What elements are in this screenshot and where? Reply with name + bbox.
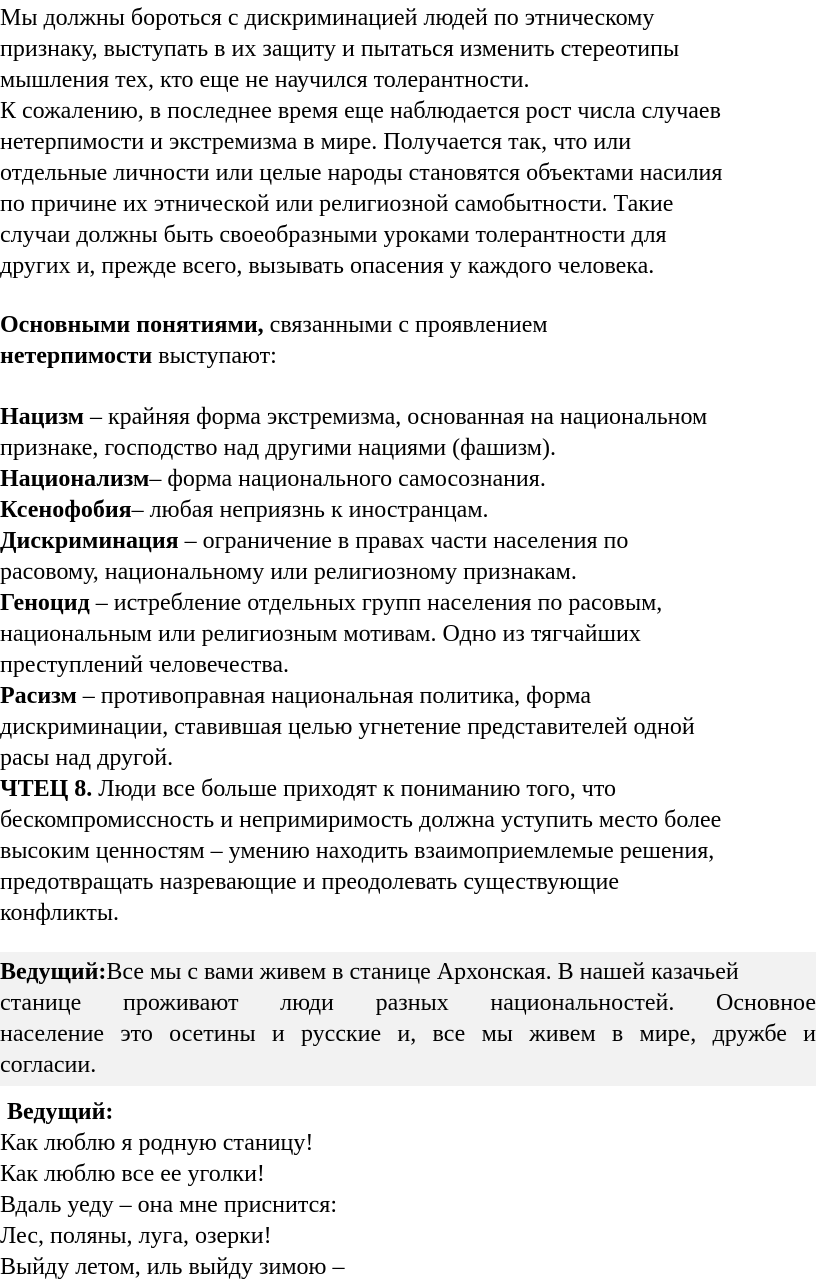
intro-paragraph-1 — [0, 3, 816, 96]
term-genocide — [0, 588, 816, 619]
text-line: расовому, национальному или религиозному признакам. — [0, 559, 577, 585]
text-line — [0, 310, 816, 341]
term-nationalism — [0, 464, 816, 495]
text-line: станице проживают люди разных национальностей. Основное — [0, 990, 816, 1016]
text-line: признаку, выступать в их защиту и пытаться изменить стереотипы — [0, 36, 680, 62]
term-definition: – противоправная национальная политика, форма — [76, 683, 592, 709]
term-label: Геноцид — [0, 590, 90, 616]
poem-line: Выйду летом, иль выйду зимою – — [0, 1254, 345, 1280]
host1-text: Все мы с вами живем в станице Архонская. В нашей казачьей — [106, 959, 739, 985]
term-xenophobia — [0, 495, 816, 526]
poem-line: Как люблю я родную станицу! — [0, 1130, 314, 1156]
text-line: мышления тех, кто еще не научился толерантности. — [0, 67, 530, 93]
text-line: конфликты. — [0, 900, 120, 926]
poem-line: Как люблю все ее уголки! — [0, 1161, 265, 1187]
poem-line: Вдаль уеду – она мне приснится: — [0, 1192, 337, 1218]
text-line: дискриминации, ставившая целью угнетение представителей одной — [0, 714, 695, 740]
reader8-label: ЧТЕЦ 8. — [0, 776, 93, 802]
text-line: предотвращать назревающие и преодолевать существующие — [0, 869, 619, 895]
host1-block — [0, 952, 816, 1086]
concepts-bold-heading: Основными понятиями, — [0, 312, 264, 338]
concepts-bold-term: нетерпимости — [0, 343, 153, 369]
term-definition: – крайняя форма экстремизма, основанная на национальном — [83, 404, 708, 430]
host2-heading-line — [0, 1097, 816, 1128]
term-definition: – истребление отдельных групп населения по расовым, — [89, 590, 663, 616]
terms-list — [0, 402, 816, 929]
host1-line — [0, 957, 816, 988]
term-label: Национализм — [0, 466, 150, 492]
text-line: бескомпромиссность и непримиримость должна уступить место более — [0, 807, 722, 833]
text-line: признаке, господство над другими нациями (фашизм). — [0, 435, 556, 461]
term-definition: – форма национального самосознания. — [149, 466, 546, 492]
reader8-text: Люди все больше приходят к пониманию того, что — [92, 776, 617, 802]
text-line: К сожалению, в последнее время еще наблюдается рост числа случаев — [0, 98, 721, 124]
text-line: население это осетины и русские и, все мы живем в мире, дружбе и — [0, 1021, 816, 1047]
concepts-text: выступают: — [152, 343, 277, 369]
term-label: Расизм — [0, 683, 77, 709]
text-line: преступлений человечества. — [0, 652, 289, 678]
text-line: высоким ценностям – умению находить взаимоприемлемые решения, — [0, 838, 715, 864]
text-line: других и, прежде всего, вызывать опасения у каждого человека. — [0, 253, 655, 279]
term-label: Нацизм — [0, 404, 84, 430]
term-racism — [0, 681, 816, 712]
term-nazism — [0, 402, 816, 433]
text-line: национальным или религиозным мотивам. Одно из тягчайших — [0, 621, 641, 647]
term-definition: – ограничение в правах части населения по — [178, 528, 629, 554]
text-line: по причине их этнической или религиозной самобытности. Такие — [0, 191, 674, 217]
text-line: случаи должны быть своеобразными уроками толерантности для — [0, 222, 667, 248]
concepts-intro — [0, 310, 816, 372]
text-line: расы над другой. — [0, 745, 174, 771]
text-line: согласии. — [0, 1052, 97, 1078]
term-definition: – любая неприязнь к иностранцам. — [131, 497, 489, 523]
poem-line: Лес, поляны, луга, озерки! — [0, 1223, 272, 1249]
term-label: Дискриминация — [0, 528, 179, 554]
text-line: Мы должны бороться с дискриминацией людей по этническому — [0, 5, 655, 31]
concepts-text: связанными с проявлением — [263, 312, 548, 338]
host2-label: Ведущий: — [7, 1099, 114, 1125]
text-line: отдельные личности или целые народы становятся объектами насилия — [0, 160, 723, 186]
term-label: Ксенофобия — [0, 497, 132, 523]
host2-block — [0, 1097, 816, 1283]
intro-paragraph-2 — [0, 96, 816, 282]
term-discrimination — [0, 526, 816, 557]
host1-label: Ведущий: — [0, 959, 107, 985]
text-line — [0, 341, 816, 372]
reader8-line — [0, 774, 816, 805]
text-line: нетерпимости и экстремизма в мире. Получается так, что или — [0, 129, 632, 155]
